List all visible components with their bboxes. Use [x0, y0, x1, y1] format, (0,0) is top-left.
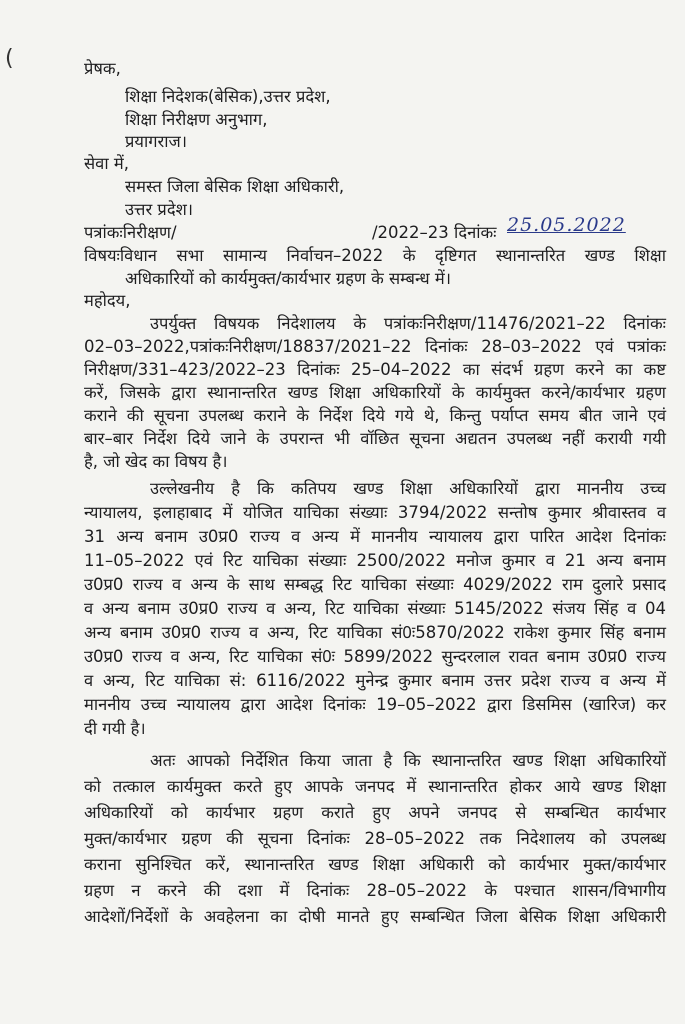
paragraph2-line: 11–05–2022 एवं रिट याचिका संख्याः 2500/2022 मनोज कुमार व 21 अन्य बनाम	[84, 551, 666, 570]
reference-patrank: पत्रांकःनिरीक्षण/	[84, 223, 177, 242]
paragraph2-line: व अन्य, रिट याचिका सं: 6116/2022 मुनेन्द्र कुमार बनाम उत्तर प्रदेश राज्य व अन्य में	[84, 671, 666, 690]
salutation: महोदय,	[84, 291, 131, 310]
paragraph3-line: अतः आपको निर्देशित किया जाता है कि स्थानान्तरित खण्ड शिक्षा अधिकारियों	[150, 751, 666, 770]
paragraph2-line: दी गयी है।	[84, 719, 146, 738]
paragraph2-line: 31 अन्य बनाम उ0प्र0 राज्य व अन्य में माननीय न्यायालय द्वारा पारित आदेश दिनांकः	[84, 527, 666, 546]
paragraph1-line: 02–03–2022,पत्रांकःनिरीक्षण/18837/2021–22 दिनांकः 28–03–2022 एवं पत्रांकः	[84, 337, 666, 356]
sender-line: शिक्षा निरीक्षण अनुभाग,	[125, 110, 268, 129]
paragraph1-line: निरीक्षण/331–423/2022–23 दिनांकः 25–04–2022 का संदर्भ ग्रहण करने का कष्ट	[84, 360, 666, 379]
paragraph3-line: ग्रहण न करने की दशा में दिनांकः 28–05–2022 के पश्चात शासन/विभागीय	[84, 881, 666, 900]
paragraph1-line: करें, जिसके द्वारा स्थानान्तरित खण्ड शिक्षा अधिकारियों के कार्यमुक्त करने/कार्यभार ग्रहण	[84, 383, 666, 402]
recipient-label: सेवा में,	[84, 154, 129, 173]
handwritten-date: 25.05.2022	[507, 214, 626, 236]
paragraph2-line: उ0प्र0 राज्य व अन्य के साथ सम्बद्ध रिट याचिका संख्याः 4029/2022 राम दुलारे प्रसाद	[84, 575, 666, 594]
paragraph2-line: उल्लेखनीय है कि कतिपय खण्ड शिक्षा अधिकारियों द्वारा माननीय उच्च	[150, 479, 666, 498]
paragraph2-line: न्यायालय, इलाहाबाद में योजित याचिका संख्याः 3794/2022 सन्तोष कुमार श्रीवास्तव व	[84, 503, 666, 522]
paragraph2-line: अन्य बनाम उ0प्र0 राज्य व अन्य, रिट याचिका सं0ः5870/2022 राकेश कुमार सिंह बनाम	[84, 623, 666, 642]
paragraph2-line: माननीय उच्च न्यायालय द्वारा आदेश दिनांकः 19–05–2022 द्वारा डिसमिस (खारिज) कर	[84, 695, 666, 714]
sender-label: प्रेषक,	[84, 59, 121, 78]
paragraph3-line: आदेशों/निर्देशों के अवहेलना का दोषी मानते हुए सम्बन्धित जिला बेसिक शिक्षा अधिकारी	[84, 907, 666, 926]
recipient-line: उत्तर प्रदेश।	[125, 200, 194, 219]
paragraph2-line: व अन्य बनाम उ0प्र0 राज्य व अन्य, रिट याचिका संख्याः 5145/2022 संजय सिंह व 04	[84, 599, 666, 618]
subject-line: विषयःविधान सभा सामान्य निर्वाचन–2022 के दृष्टिगत स्थानान्तरित खण्ड शिक्षा	[84, 246, 666, 265]
paragraph1-line: है, जो खेद का विषय है।	[84, 452, 228, 471]
paragraph1-line: उपर्युक्त विषयक निदेशालय के पत्रांकःनिरीक्षण/11476/2021–22 दिनांकः	[150, 314, 666, 333]
paragraph3-line: मुक्त/कार्यभार ग्रहण की सूचना दिनांकः 28–05–2022 तक निदेशालय को उपलब्ध	[84, 829, 666, 848]
paragraph2-line: उ0प्र0 राज्य व अन्य, रिट याचिका सं0ः 5899/2022 सुन्दरलाल रावत बनाम उ0प्र0 राज्य	[84, 647, 666, 666]
paragraph3-line: अधिकारियों को कार्यभार ग्रहण कराते हुए अपने जनपद से सम्बन्धित कार्यभार	[84, 803, 666, 822]
reference-year-date: /2022–23 दिनांकः	[372, 223, 497, 242]
sender-line: शिक्षा निदेशक(बेसिक),उत्तर प्रदेश,	[125, 87, 331, 106]
paragraph1-line: कराने की सूचना उपलब्ध कराने के निर्देश दिये गये थे, किन्तु पर्याप्त समय बीत जाने एवं	[84, 406, 666, 425]
punch-mark: (	[5, 46, 14, 71]
sender-line: प्रयागराज।	[125, 132, 188, 151]
recipient-line: समस्त जिला बेसिक शिक्षा अधिकारी,	[125, 177, 345, 196]
paragraph1-line: बार–बार निर्देश दिये जाने के उपरान्त भी वॉछित सूचना अद्यतन उपलब्ध नहीं करायी गयी	[84, 429, 666, 448]
paragraph3-line: को तत्काल कार्यमुक्त करते हुए आपके जनपद में स्थानान्तरित होकर आये खण्ड शिक्षा	[84, 777, 666, 796]
subject-line: अधिकारियों को कार्यमुक्त/कार्यभार ग्रहण के सम्बन्ध में।	[125, 269, 452, 288]
paragraph3-line: कराना सुनिश्चित करें, स्थानान्तरित खण्ड शिक्षा अधिकारी को कार्यभार मुक्त/कार्यभार	[84, 855, 666, 874]
